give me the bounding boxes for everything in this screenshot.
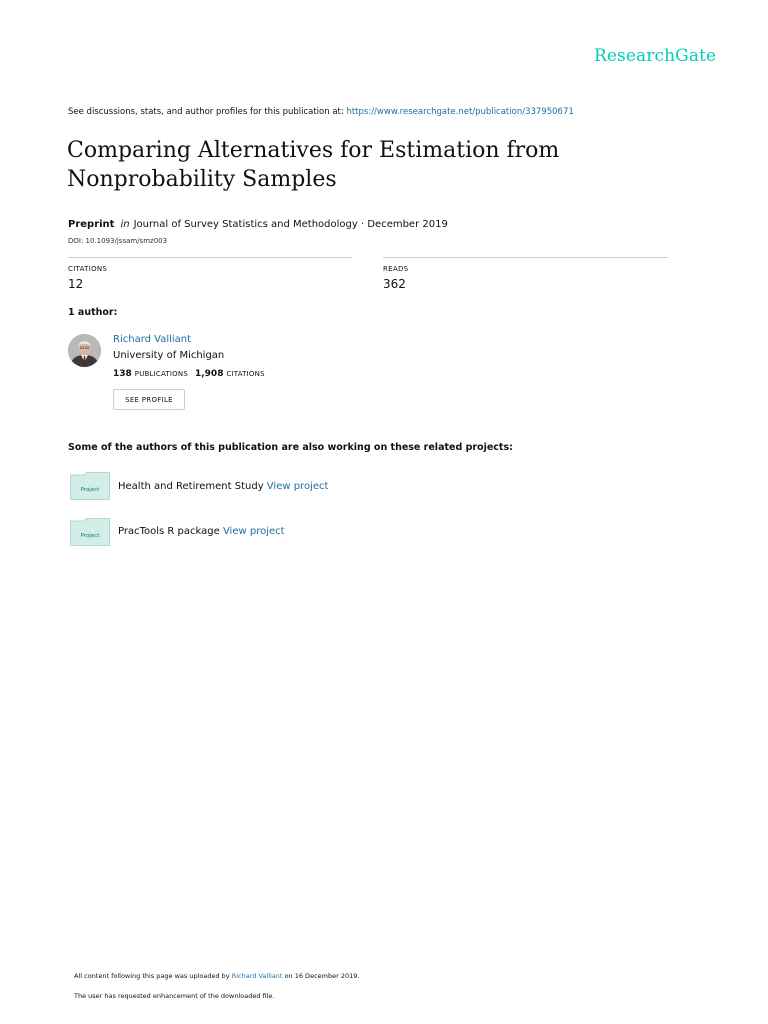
publication-meta <box>68 219 448 230</box>
enhancement-notice: The user has requested enhancement of the downloaded file. <box>74 992 275 1000</box>
project-1-name: Health and Retirement Study <box>118 481 264 492</box>
authors-count: 1 author: <box>68 307 118 318</box>
project-1-text <box>118 481 328 492</box>
discussion-notice <box>68 107 574 117</box>
researchgate-logo[interactable]: ResearchGate <box>594 46 717 66</box>
author-stats <box>113 369 272 379</box>
publication-doi: DOI: 10.1093/jssam/smz003 <box>68 237 168 245</box>
publication-venue: Journal of Survey Statistics and Methodology · December 2019 <box>133 219 448 230</box>
citations-divider <box>68 257 352 258</box>
project-folder-icon <box>70 518 110 546</box>
publication-type: Preprint <box>68 219 115 230</box>
discussion-text: See discussions, stats, and author profiles for this publication at: <box>68 107 344 117</box>
project-2-view-link[interactable]: View project <box>222 526 285 537</box>
author-citations-label: CITATIONS <box>226 370 265 378</box>
uploader-link[interactable]: Richard Valliant <box>231 972 283 980</box>
author-photo-icon <box>68 334 101 367</box>
related-projects-heading: Some of the authors of this publication are also working on these related projects: <box>68 442 513 453</box>
upload-suffix: on 16 December 2019. <box>284 972 360 980</box>
project-badge-label: Project <box>80 533 100 539</box>
author-institution: University of Michigan <box>113 350 225 361</box>
author-name-link[interactable]: Richard Valliant <box>113 334 192 345</box>
project-item[interactable] <box>70 518 110 550</box>
author-citations-count: 1,908 <box>194 369 224 379</box>
upload-prefix: All content following this page was uploaded by <box>74 972 230 980</box>
project-2-text <box>118 526 285 537</box>
project-folder-icon <box>70 472 110 500</box>
citations-label: CITATIONS <box>68 265 108 273</box>
project-badge-label: Project <box>80 487 100 493</box>
publication-title <box>67 136 687 194</box>
reads-value: 362 <box>383 277 406 291</box>
author-avatar[interactable] <box>68 334 101 367</box>
author-publications-count: 138 <box>113 369 132 379</box>
reads-label: READS <box>383 265 409 273</box>
author-publications-label: PUBLICATIONS <box>134 370 188 378</box>
in-word: in <box>120 219 130 230</box>
title-line-1: Comparing Alternatives for Estimation from <box>67 138 560 163</box>
title-line-2: Nonprobability Samples <box>67 167 337 192</box>
publication-url-link[interactable]: https://www.researchgate.net/publication/337950671 <box>346 107 574 117</box>
project-1-view-link[interactable]: View project <box>266 481 329 492</box>
citations-value: 12 <box>68 277 84 291</box>
upload-notice <box>74 972 359 980</box>
see-profile-button[interactable]: SEE PROFILE <box>113 389 185 410</box>
reads-divider <box>383 257 668 258</box>
project-item[interactable] <box>70 472 110 504</box>
project-2-name: PracTools R package <box>118 526 220 537</box>
